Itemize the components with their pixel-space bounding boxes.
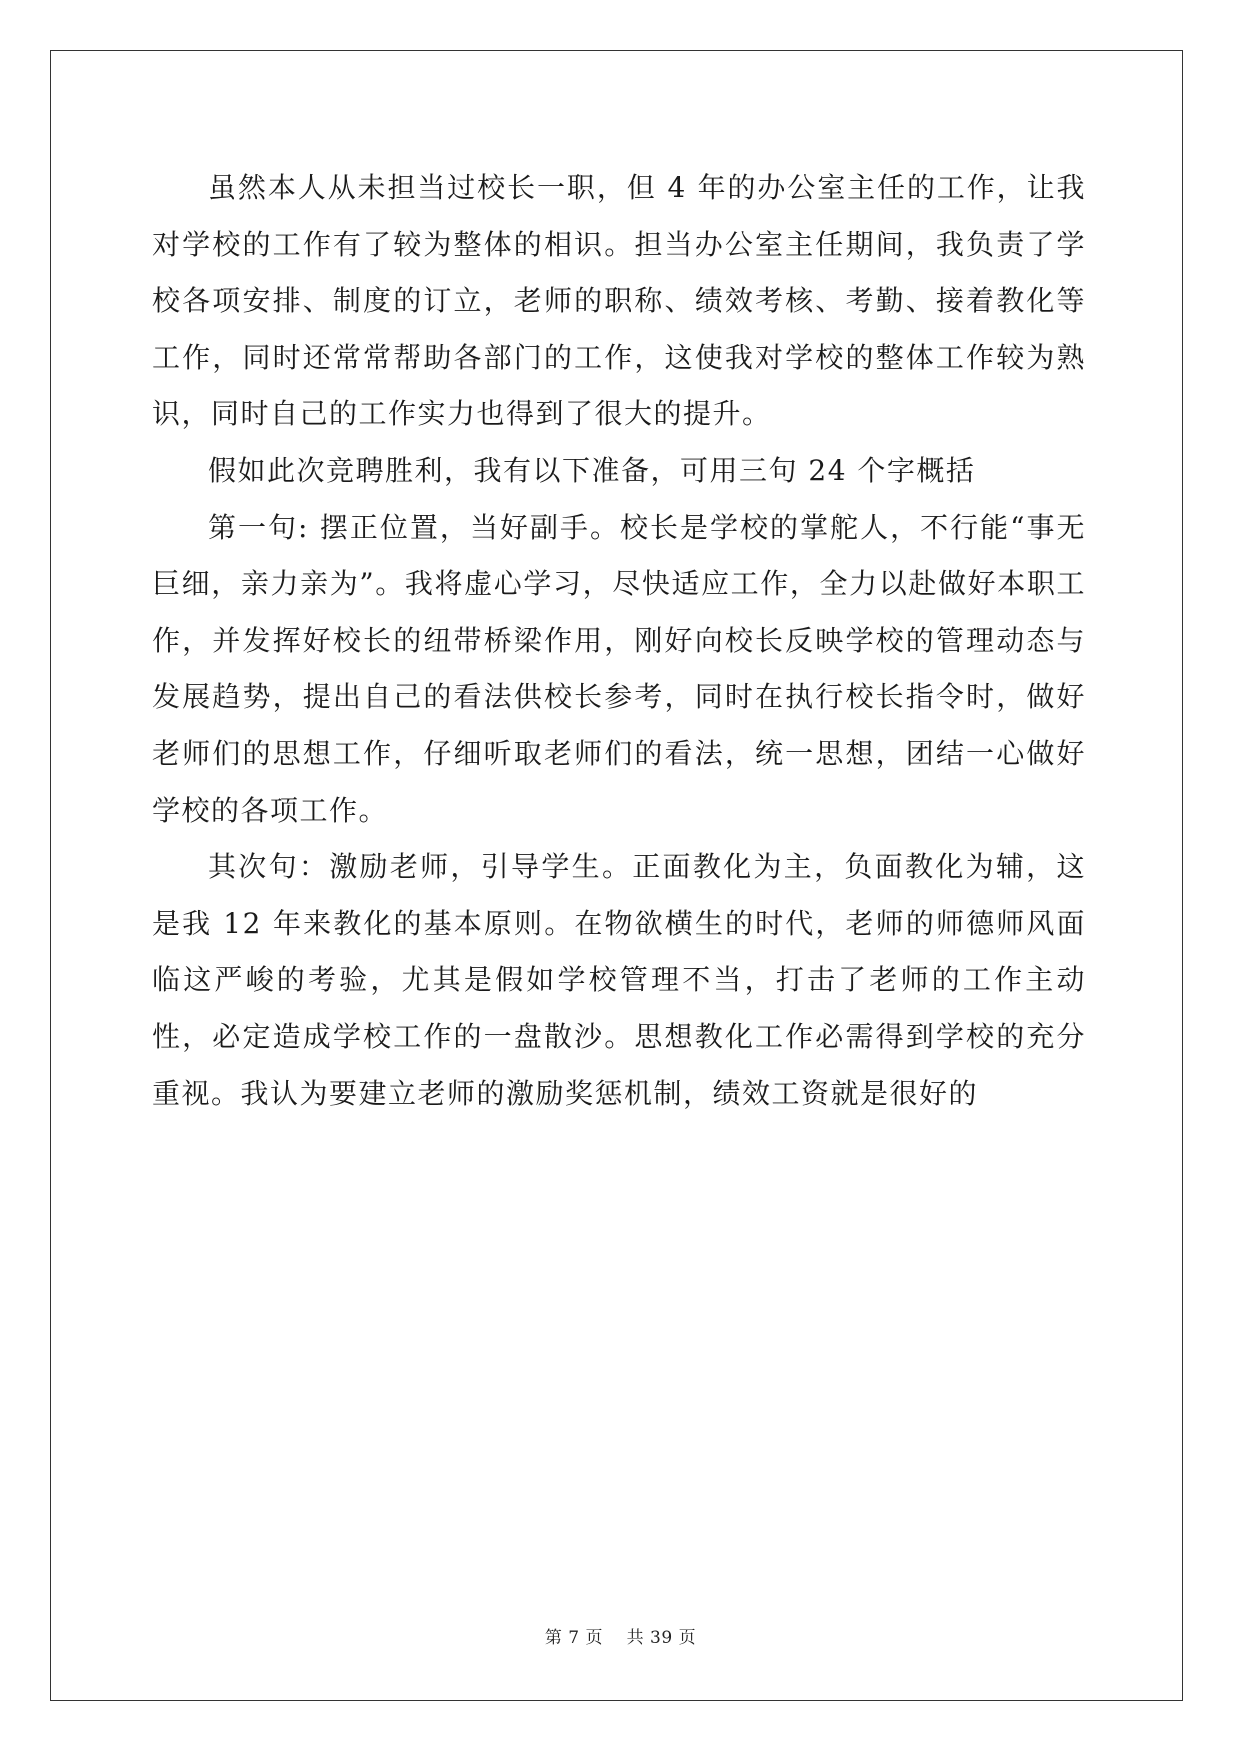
page-number: 第 7 页 — [544, 1628, 604, 1648]
paragraph-preparation-intro: 假如此次竞聘胜利，我有以下准备，可用三句 24 个字概括 — [208, 453, 976, 487]
paragraph-experience: 虽然本人从未担当过校长一职，但 4 年的办公室主任的工作，让我对学校的工作有了较为整体的相识。担当办公室主任期间，我负责了学校各项安排、制度的订立，老师的职称、绩效考核、考勤、接着教化等工作，同时还常常帮助各部门的工作，这使我对学校的整体工作较为熟识，同时自己的工作实力也得到了很大的提升。 — [152, 171, 1086, 431]
paragraph-second-sentence: 其次句：激励老师，引导学生。正面教化为主，负面教化为辅，这是我 12 年来教化的基本原则。在物欲横生的时代，老师的师德师风面临这严峻的考验，尤其是假如学校管理不当，打击了老师的工作主动性，必定造成学校工作的一盘散沙。思想教化工作必需得到学校的充分重视。我认为要建立老师的激励奖惩机制，绩效工资就是很好的 — [152, 850, 1086, 1110]
page-footer — [0, 1623, 1241, 1648]
paragraph-first-sentence: 第一句: 摆正位置，当好副手。校长是学校的掌舵人，不行能“事无巨细，亲力亲为”。我将虚心学习，尽快适应工作，全力以赴做好本职工作，并发挥好校长的纽带桥梁作用，刚好向校长反映学校的管理动态与发展趋势，提出自己的看法供校长参考，同时在执行校长指令时，做好老师们的思想工作，仔细听取老师们的看法，统一思想，团结一心做好学校的各项工作。 — [152, 510, 1086, 827]
page-total: 共 39 页 — [626, 1628, 697, 1648]
document-body — [152, 160, 1086, 1122]
